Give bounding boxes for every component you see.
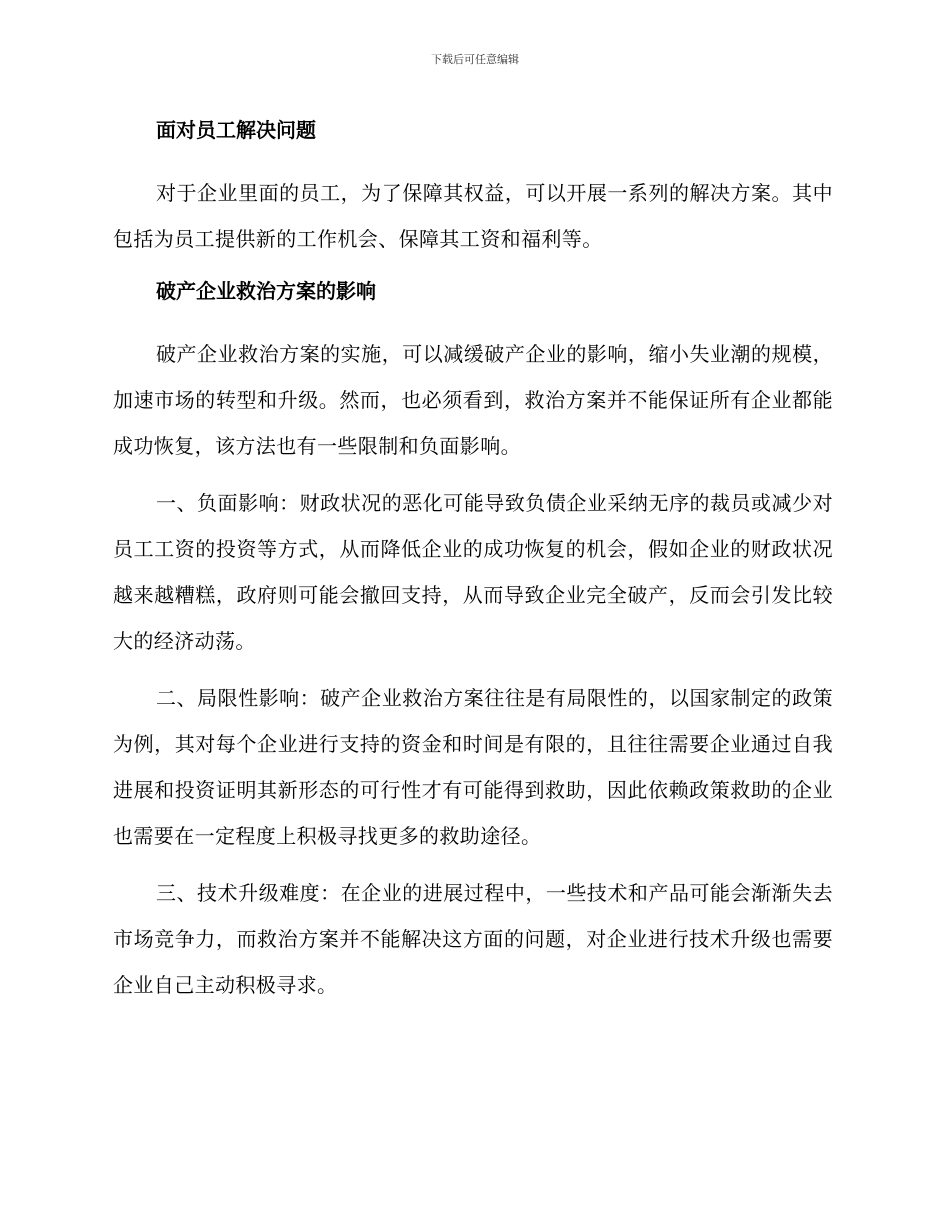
paragraph-tech-upgrade: 三、技术升级难度：在企业的进展过程中，一些技术和产品可能会渐渐失去市场竞争力，而救治方案并不能解决这方面的问题，对企业进行技术升级也需要企业自己主动积极寻求。 <box>113 881 833 997</box>
paragraph-negative-impact: 一、负面影响：财政状况的恶化可能导致负债企业采纳无序的裁员或减少对员工工资的投资等方式，从而降低企业的成功恢复的机会，假如企业的财政状况越来越糟糕，政府则可能会撤回支持，从而导致企业完全破产，反而会引发比较大的经济动荡。 <box>113 491 833 653</box>
paragraph-impact-overview: 破产企业救治方案的实施，可以减缓破产企业的影响，缩小失业潮的规模，加速市场的转型和升级。然而，也必须看到，救治方案并不能保证所有企业都能成功恢复，该方法也有一些限制和负面影响。 <box>113 342 833 458</box>
section-heading-impact: 破产企业救治方案的影响 <box>156 279 376 303</box>
page-header-note: 下载后可任意编辑 <box>431 53 519 66</box>
paragraph-limitation-impact: 二、局限性影响：破产企业救治方案往往是有局限性的，以国家制定的政策为例，其对每个企业进行支持的资金和时间是有限的，且往往需要企业通过自我进展和投资证明其新形态的可行性才有可能得到救助，因此依赖政策救助的企业也需要在一定程度上积极寻找更多的救助途径。 <box>113 686 833 848</box>
paragraph-employee-solutions: 对于企业里面的员工，为了保障其权益，可以开展一系列的解决方案。其中包括为员工提供新的工作机会、保障其工资和福利等。 <box>113 181 833 251</box>
section-heading-employees: 面对员工解决问题 <box>156 118 316 142</box>
document-body <box>113 112 833 1019</box>
